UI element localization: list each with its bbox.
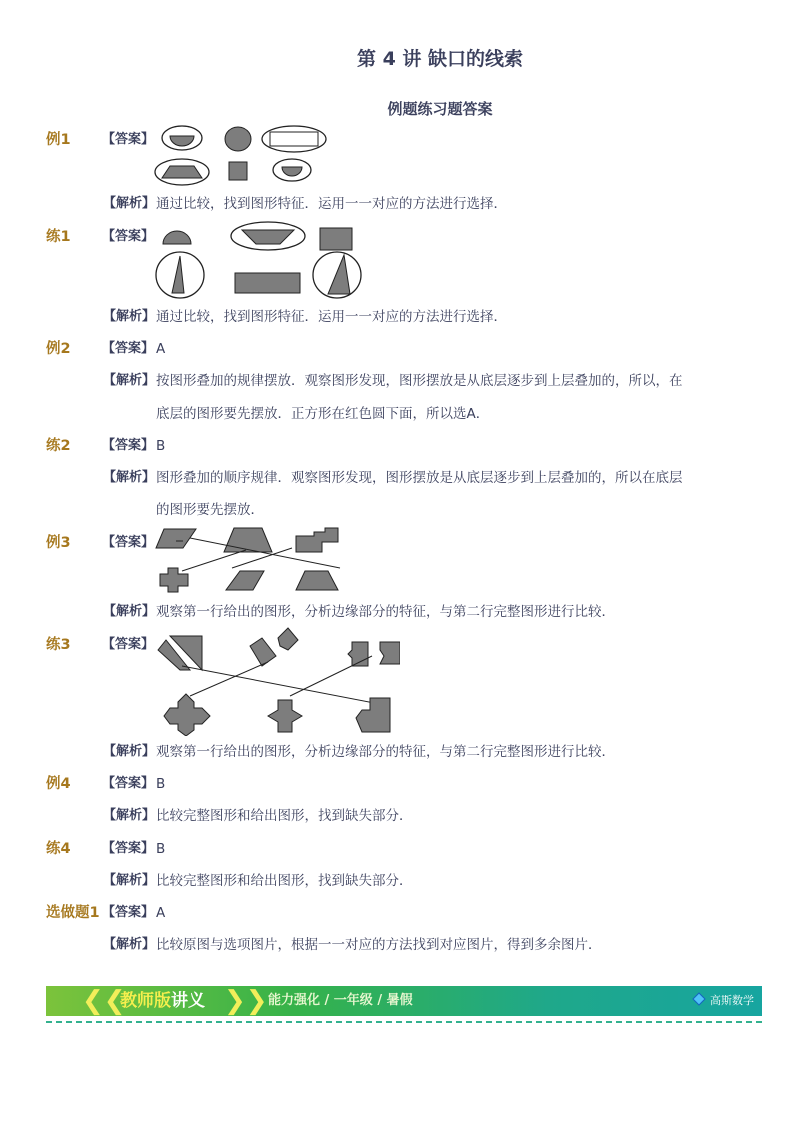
answer-value: B	[156, 841, 166, 857]
answer-tag: 【答案】	[102, 438, 155, 453]
analysis-text: 比较完整图形和给出图形，找到缺失部分．	[156, 873, 413, 889]
item-row	[0, 435, 800, 457]
analysis-tag: 【解析】	[103, 196, 156, 211]
answer-figure-lian1	[150, 218, 365, 302]
answer-tag: 【答案】	[102, 905, 155, 920]
footer-divider	[46, 1021, 762, 1023]
analysis-text: 比较原图与选项图片，根据一一对应的方法找到对应图片，得到多余图片．	[156, 937, 602, 953]
analysis-tag: 【解析】	[103, 808, 156, 823]
answer-tag: 【答案】	[102, 637, 155, 652]
answer-tag: 【答案】	[102, 132, 155, 147]
item-label: 例1	[46, 132, 71, 148]
item-analysis-row	[0, 934, 800, 956]
analysis-text: 通过比较，找到图形特征．运用一一对应的方法进行选择．	[156, 196, 507, 212]
analysis-tag: 【解析】	[103, 373, 156, 388]
item-analysis-row	[0, 370, 800, 392]
analysis-text-cont: 的图形要先摆放．	[156, 502, 264, 518]
item-analysis-cont	[0, 403, 800, 425]
answer-value: A	[156, 905, 166, 921]
item-label: 例3	[46, 535, 71, 551]
item-analysis-row	[0, 741, 800, 763]
answer-tag: 【答案】	[102, 535, 155, 550]
answer-value: B	[156, 776, 166, 792]
analysis-text: 按图形叠加的规律摆放．观察图形发现，图形摆放是从底层逐步到上层叠加的，所以，在	[156, 373, 683, 389]
item-label: 练4	[46, 841, 71, 857]
answer-figure-li3	[150, 526, 350, 596]
item-analysis-cont	[0, 499, 800, 521]
item-row	[0, 902, 800, 924]
analysis-text: 通过比较，找到图形特征．运用一一对应的方法进行选择．	[156, 309, 507, 325]
item-analysis-row	[0, 870, 800, 892]
footer-banner	[46, 986, 762, 1016]
item-row	[0, 838, 800, 860]
chevron-left-icon: ❮❮	[82, 986, 126, 1016]
answer-value: A	[156, 341, 166, 357]
footer-info: 能力强化 / 一年级 / 暑假	[268, 993, 413, 1008]
gauss-logo-icon	[691, 992, 707, 1006]
analysis-text-cont: 底层的图形要先摆放．正方形在红色圆下面，所以选A．	[156, 406, 490, 422]
analysis-tag: 【解析】	[103, 309, 156, 324]
item-row	[0, 129, 800, 151]
item-label: 练2	[46, 438, 71, 454]
page-title: 第 4 讲 缺口的线索	[356, 48, 524, 70]
footer-brand-b: 讲义	[171, 991, 205, 1011]
item-label: 练3	[46, 637, 71, 653]
answer-tag: 【答案】	[102, 229, 155, 244]
item-label: 练1	[46, 229, 71, 245]
item-analysis-row	[0, 193, 800, 215]
analysis-tag: 【解析】	[103, 937, 156, 952]
item-label: 例2	[46, 341, 71, 357]
item-row	[0, 226, 800, 248]
section-subtitle: 例题练习题答案	[387, 100, 493, 118]
item-label: 选做题1	[46, 905, 100, 921]
item-analysis-row	[0, 601, 800, 623]
analysis-text: 图形叠加的顺序规律．观察图形发现，图形摆放是从底层逐步到上层叠加的，所以在底层	[156, 470, 683, 486]
answer-tag: 【答案】	[102, 341, 155, 356]
analysis-tag: 【解析】	[103, 604, 156, 619]
item-analysis-row	[0, 306, 800, 328]
item-analysis-row	[0, 805, 800, 827]
answer-tag: 【答案】	[102, 841, 155, 856]
chevron-right-icon: ❯❯	[224, 986, 268, 1016]
item-row	[0, 338, 800, 360]
footer-brand-a: 教师版	[120, 991, 171, 1011]
answer-value: B	[156, 438, 166, 454]
analysis-text: 观察第一行给出的图形，分析边缘部分的特征，与第二行完整图形进行比较．	[156, 604, 615, 620]
analysis-tag: 【解析】	[103, 744, 156, 759]
item-row	[0, 532, 800, 554]
item-row	[0, 634, 800, 656]
footer-logo-text: 高斯数学	[710, 994, 754, 1007]
item-row	[0, 773, 800, 795]
analysis-text: 比较完整图形和给出图形，找到缺失部分．	[156, 808, 413, 824]
analysis-tag: 【解析】	[103, 873, 156, 888]
analysis-text: 观察第一行给出的图形，分析边缘部分的特征，与第二行完整图形进行比较．	[156, 744, 615, 760]
answer-tag: 【答案】	[102, 776, 155, 791]
footer-logo	[691, 991, 755, 1011]
answer-figure-li1	[150, 124, 340, 188]
footer-brand	[120, 986, 205, 1016]
answer-figure-lian3	[150, 626, 400, 736]
item-label: 例4	[46, 776, 71, 792]
item-analysis-row	[0, 467, 800, 489]
analysis-tag: 【解析】	[103, 470, 156, 485]
